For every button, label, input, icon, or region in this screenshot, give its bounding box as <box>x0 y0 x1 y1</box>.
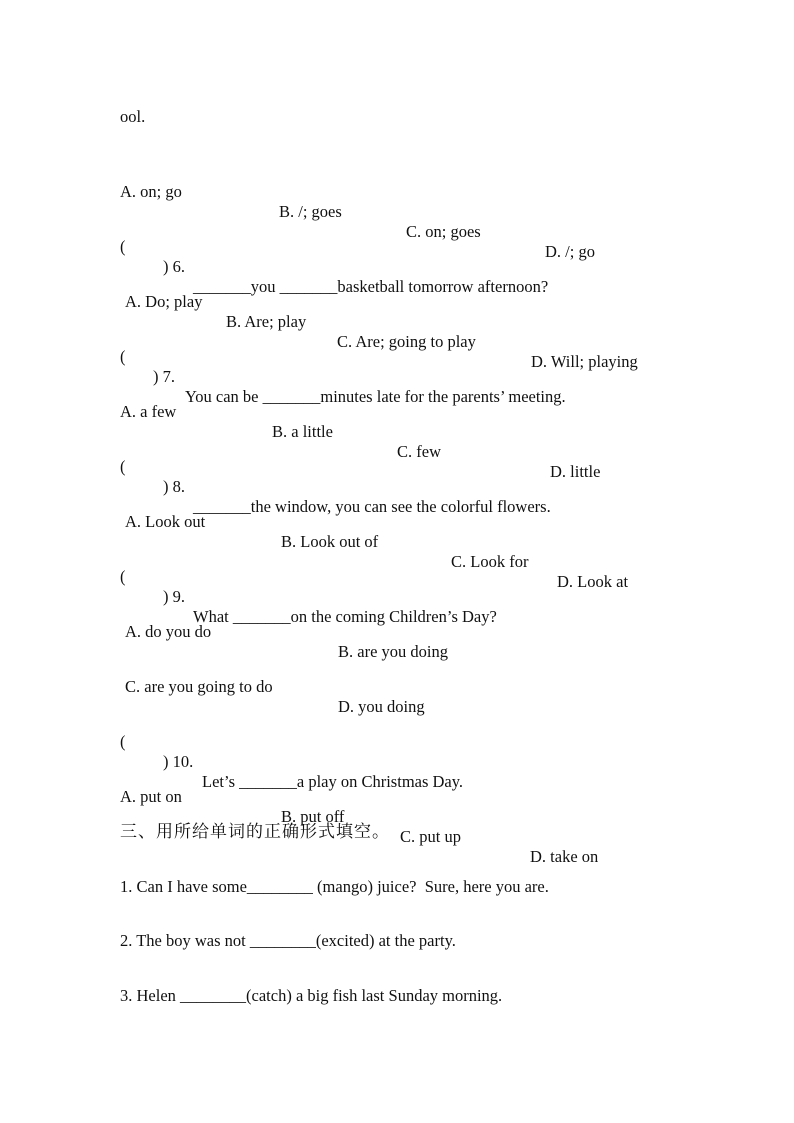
option-a: A. put on <box>120 787 182 806</box>
option-b: B. a little <box>272 422 333 441</box>
option-c: C. are you going to do <box>125 677 273 696</box>
option-a: A. Look out <box>125 512 206 531</box>
q5-options <box>120 162 720 261</box>
question-text: _______the window, you can see the colorful flowers. <box>193 497 551 516</box>
question-text: Let’s _______a play on Christmas Day. <box>202 772 464 791</box>
option-a: A. on; go <box>120 182 182 201</box>
q6-options <box>120 272 720 371</box>
option-b: B. Look out of <box>281 532 379 551</box>
option-b: B. /; goes <box>279 202 342 221</box>
option-c: C. put up <box>400 827 461 846</box>
question-text: _______you _______basketball tomorrow afternoon? <box>193 277 549 296</box>
question-number: ) 9. <box>163 587 185 606</box>
option-c: C. Look for <box>451 552 529 571</box>
q9-options-row-2 <box>120 657 720 716</box>
continued-text: ool. <box>120 107 146 126</box>
option-b: B. Are; play <box>226 312 307 331</box>
answer-paren-open: ( <box>120 567 126 586</box>
option-d: D. little <box>550 462 601 481</box>
answer-paren-open: ( <box>120 347 126 366</box>
fill-in-item-3: 3. Helen ________(catch) a big fish last Sunday morning. <box>120 986 503 1005</box>
answer-paren-open: ( <box>120 237 126 256</box>
option-c: C. on; goes <box>406 222 481 241</box>
question-text: What _______on the coming Children’s Day? <box>193 607 497 626</box>
option-d: D. Will; playing <box>531 352 638 371</box>
option-d: D. take on <box>530 847 599 866</box>
question-text: You can be _______minutes late for the parents’ meeting. <box>185 387 566 406</box>
answer-paren-open: ( <box>120 732 126 751</box>
question-number: ) 8. <box>163 477 185 496</box>
answer-paren-open: ( <box>120 457 126 476</box>
option-c: C. Are; going to play <box>337 332 476 351</box>
option-b: B. are you doing <box>338 642 448 661</box>
option-d: D. /; go <box>545 242 595 261</box>
option-d: D. Look at <box>557 572 629 591</box>
option-c: C. few <box>397 442 441 461</box>
question-number: ) 6. <box>163 257 185 276</box>
question-10 <box>120 712 720 791</box>
option-d: D. you doing <box>338 697 425 716</box>
option-b: B. put off <box>281 807 345 826</box>
q8-options <box>120 492 720 591</box>
option-a: A. do you do <box>125 622 212 641</box>
question-number: ) 10. <box>163 752 194 771</box>
option-a: A. a few <box>120 402 177 421</box>
fill-in-item-1: 1. Can I have some________ (mango) juice? Sure, here you are. <box>120 877 549 896</box>
fill-in-item-2: 2. The boy was not ________(excited) at the party. <box>120 931 456 950</box>
question-number: ) 7. <box>153 367 175 386</box>
q7-options <box>120 382 720 481</box>
section-3-heading: 三、用所给单词的正确形式填空。 <box>120 822 390 842</box>
option-a: A. Do; play <box>125 292 203 311</box>
q9-options-row-1 <box>120 602 720 661</box>
